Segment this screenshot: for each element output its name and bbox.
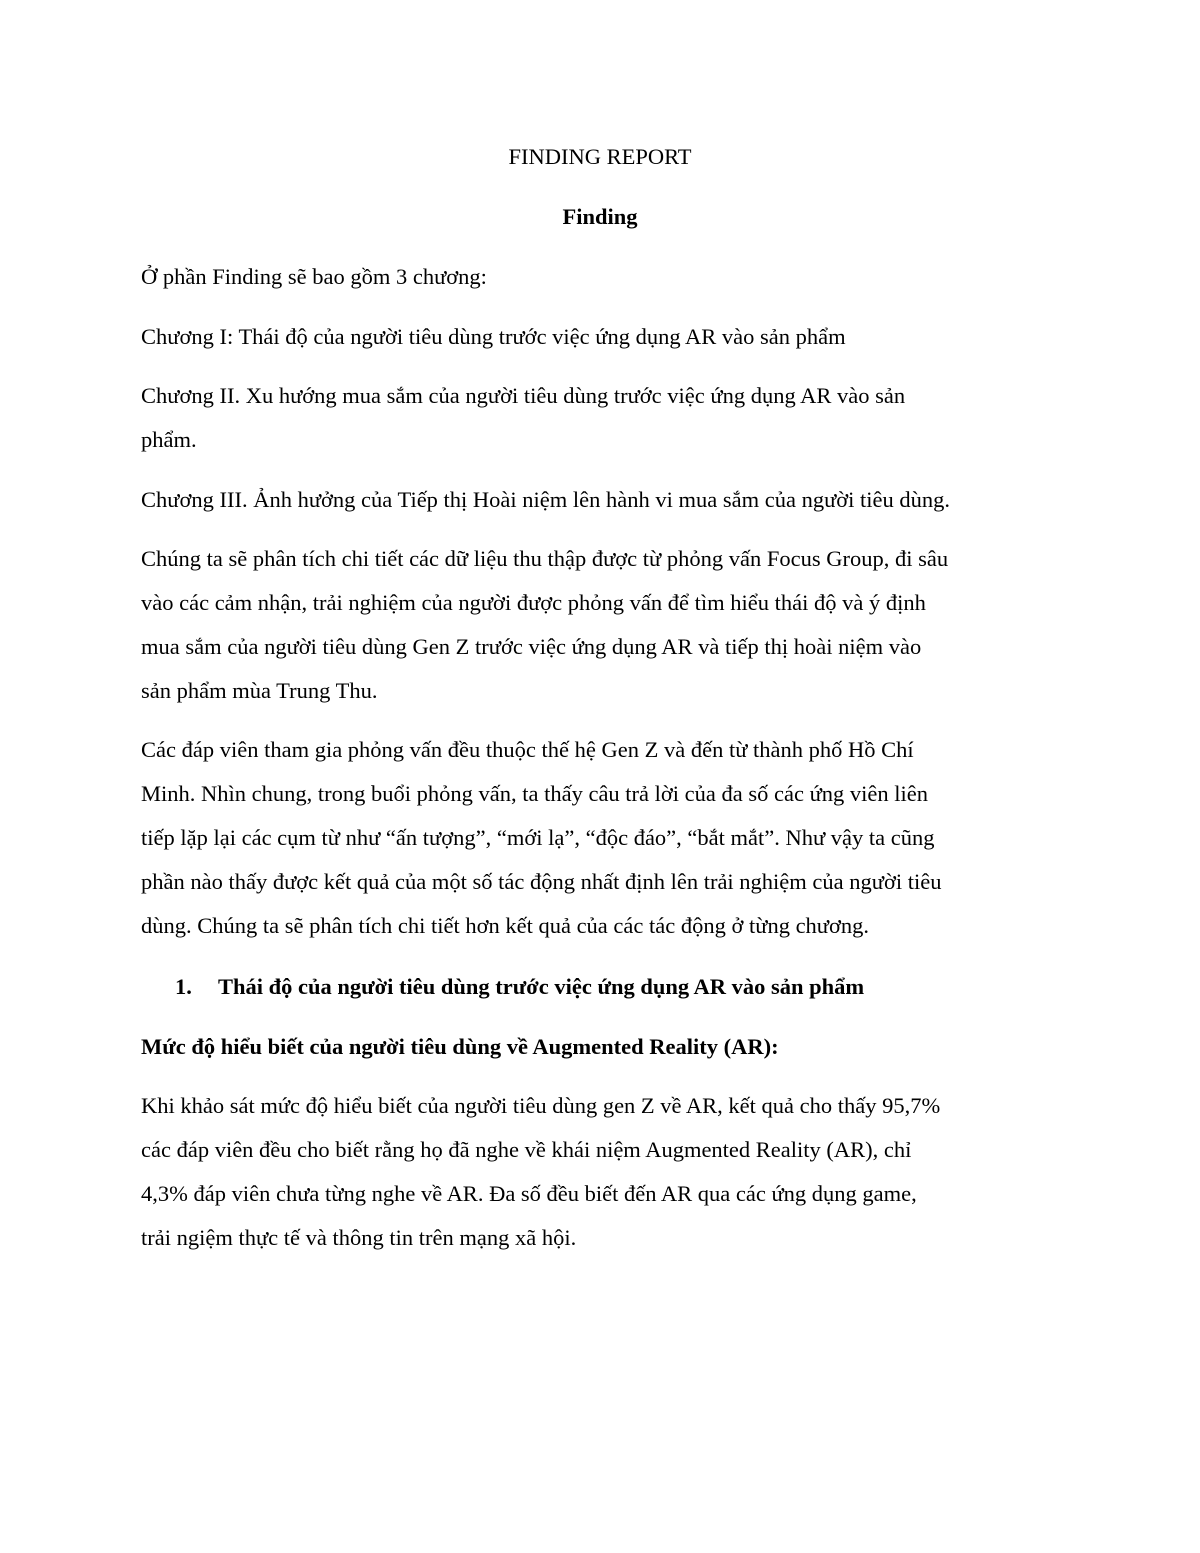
report-title: FINDING REPORT bbox=[508, 144, 692, 169]
paragraph-respondents bbox=[141, 728, 1081, 948]
paragraph-line: dùng. Chúng ta sẽ phân tích chi tiết hơn kết quả của các tác động ở từng chương. bbox=[141, 913, 870, 938]
paragraph-line: Các đáp viên tham gia phỏng vấn đều thuộc thế hệ Gen Z và đến từ thành phố Hồ Chí bbox=[141, 737, 914, 762]
chapter-3: Chương III. Ảnh hưởng của Tiếp thị Hoài niệm lên hành vi mua sắm của người tiêu dùng. bbox=[141, 487, 951, 512]
paragraph-line: 4,3% đáp viên chưa từng nghe về AR. Đa số đều biết đến AR qua các ứng dụng game, bbox=[141, 1181, 917, 1206]
chapter-1: Chương I: Thái độ của người tiêu dùng trước việc ứng dụng AR vào sản phẩm bbox=[141, 324, 846, 349]
paragraph-line: mua sắm của người tiêu dùng Gen Z trước việc ứng dụng AR và tiếp thị hoài niệm vào bbox=[141, 634, 922, 659]
paragraph-line: Chúng ta sẽ phân tích chi tiết các dữ liệu thu thập được từ phỏng vấn Focus Group, đi sâu bbox=[141, 546, 949, 571]
intro-text: Ở phần Finding sẽ bao gồm 3 chương: bbox=[141, 264, 487, 289]
section-title: Finding bbox=[562, 204, 638, 229]
chapter-2: Chương II. Xu hướng mua sắm của người tiêu dùng trước việc ứng dụng AR vào sản bbox=[141, 383, 906, 408]
paragraph-line: sản phẩm mùa Trung Thu. bbox=[141, 678, 378, 703]
paragraph-line: phần nào thấy được kết quả của một số tác động nhất định lên trải nghiệm của người tiêu bbox=[141, 869, 942, 894]
paragraph-survey bbox=[141, 1084, 1081, 1260]
paragraph-line: tiếp lặp lại các cụm từ như “ấn tượng”, “mới lạ”, “độc đáo”, “bắt mắt”. Như vậy ta cũng bbox=[141, 825, 935, 850]
paragraph-line: các đáp viên đều cho biết rằng họ đã nghe về khái niệm Augmented Reality (AR), chỉ bbox=[141, 1137, 912, 1162]
heading-1-number: 1. bbox=[175, 974, 192, 999]
paragraph-line: Khi khảo sát mức độ hiểu biết của người tiêu dùng gen Z về AR, kết quả cho thấy 95,7% bbox=[141, 1093, 941, 1118]
paragraph-line: Minh. Nhìn chung, trong buổi phỏng vấn, ta thấy câu trả lời của đa số các ứng viên liên bbox=[141, 781, 929, 806]
subheading-ar-knowledge: Mức độ hiểu biết của người tiêu dùng về Augmented Reality (AR): bbox=[141, 1034, 779, 1059]
heading-1-text: Thái độ của người tiêu dùng trước việc ứng dụng AR vào sản phẩm bbox=[218, 974, 865, 999]
chapter-2-cont: phẩm. bbox=[141, 427, 197, 452]
paragraph-line: vào các cảm nhận, trải nghiệm của người được phỏng vấn để tìm hiểu thái độ và ý định bbox=[141, 590, 926, 615]
paragraph-line: trải ngiệm thực tế và thông tin trên mạng xã hội. bbox=[141, 1225, 577, 1250]
paragraph-analysis bbox=[141, 537, 1081, 713]
